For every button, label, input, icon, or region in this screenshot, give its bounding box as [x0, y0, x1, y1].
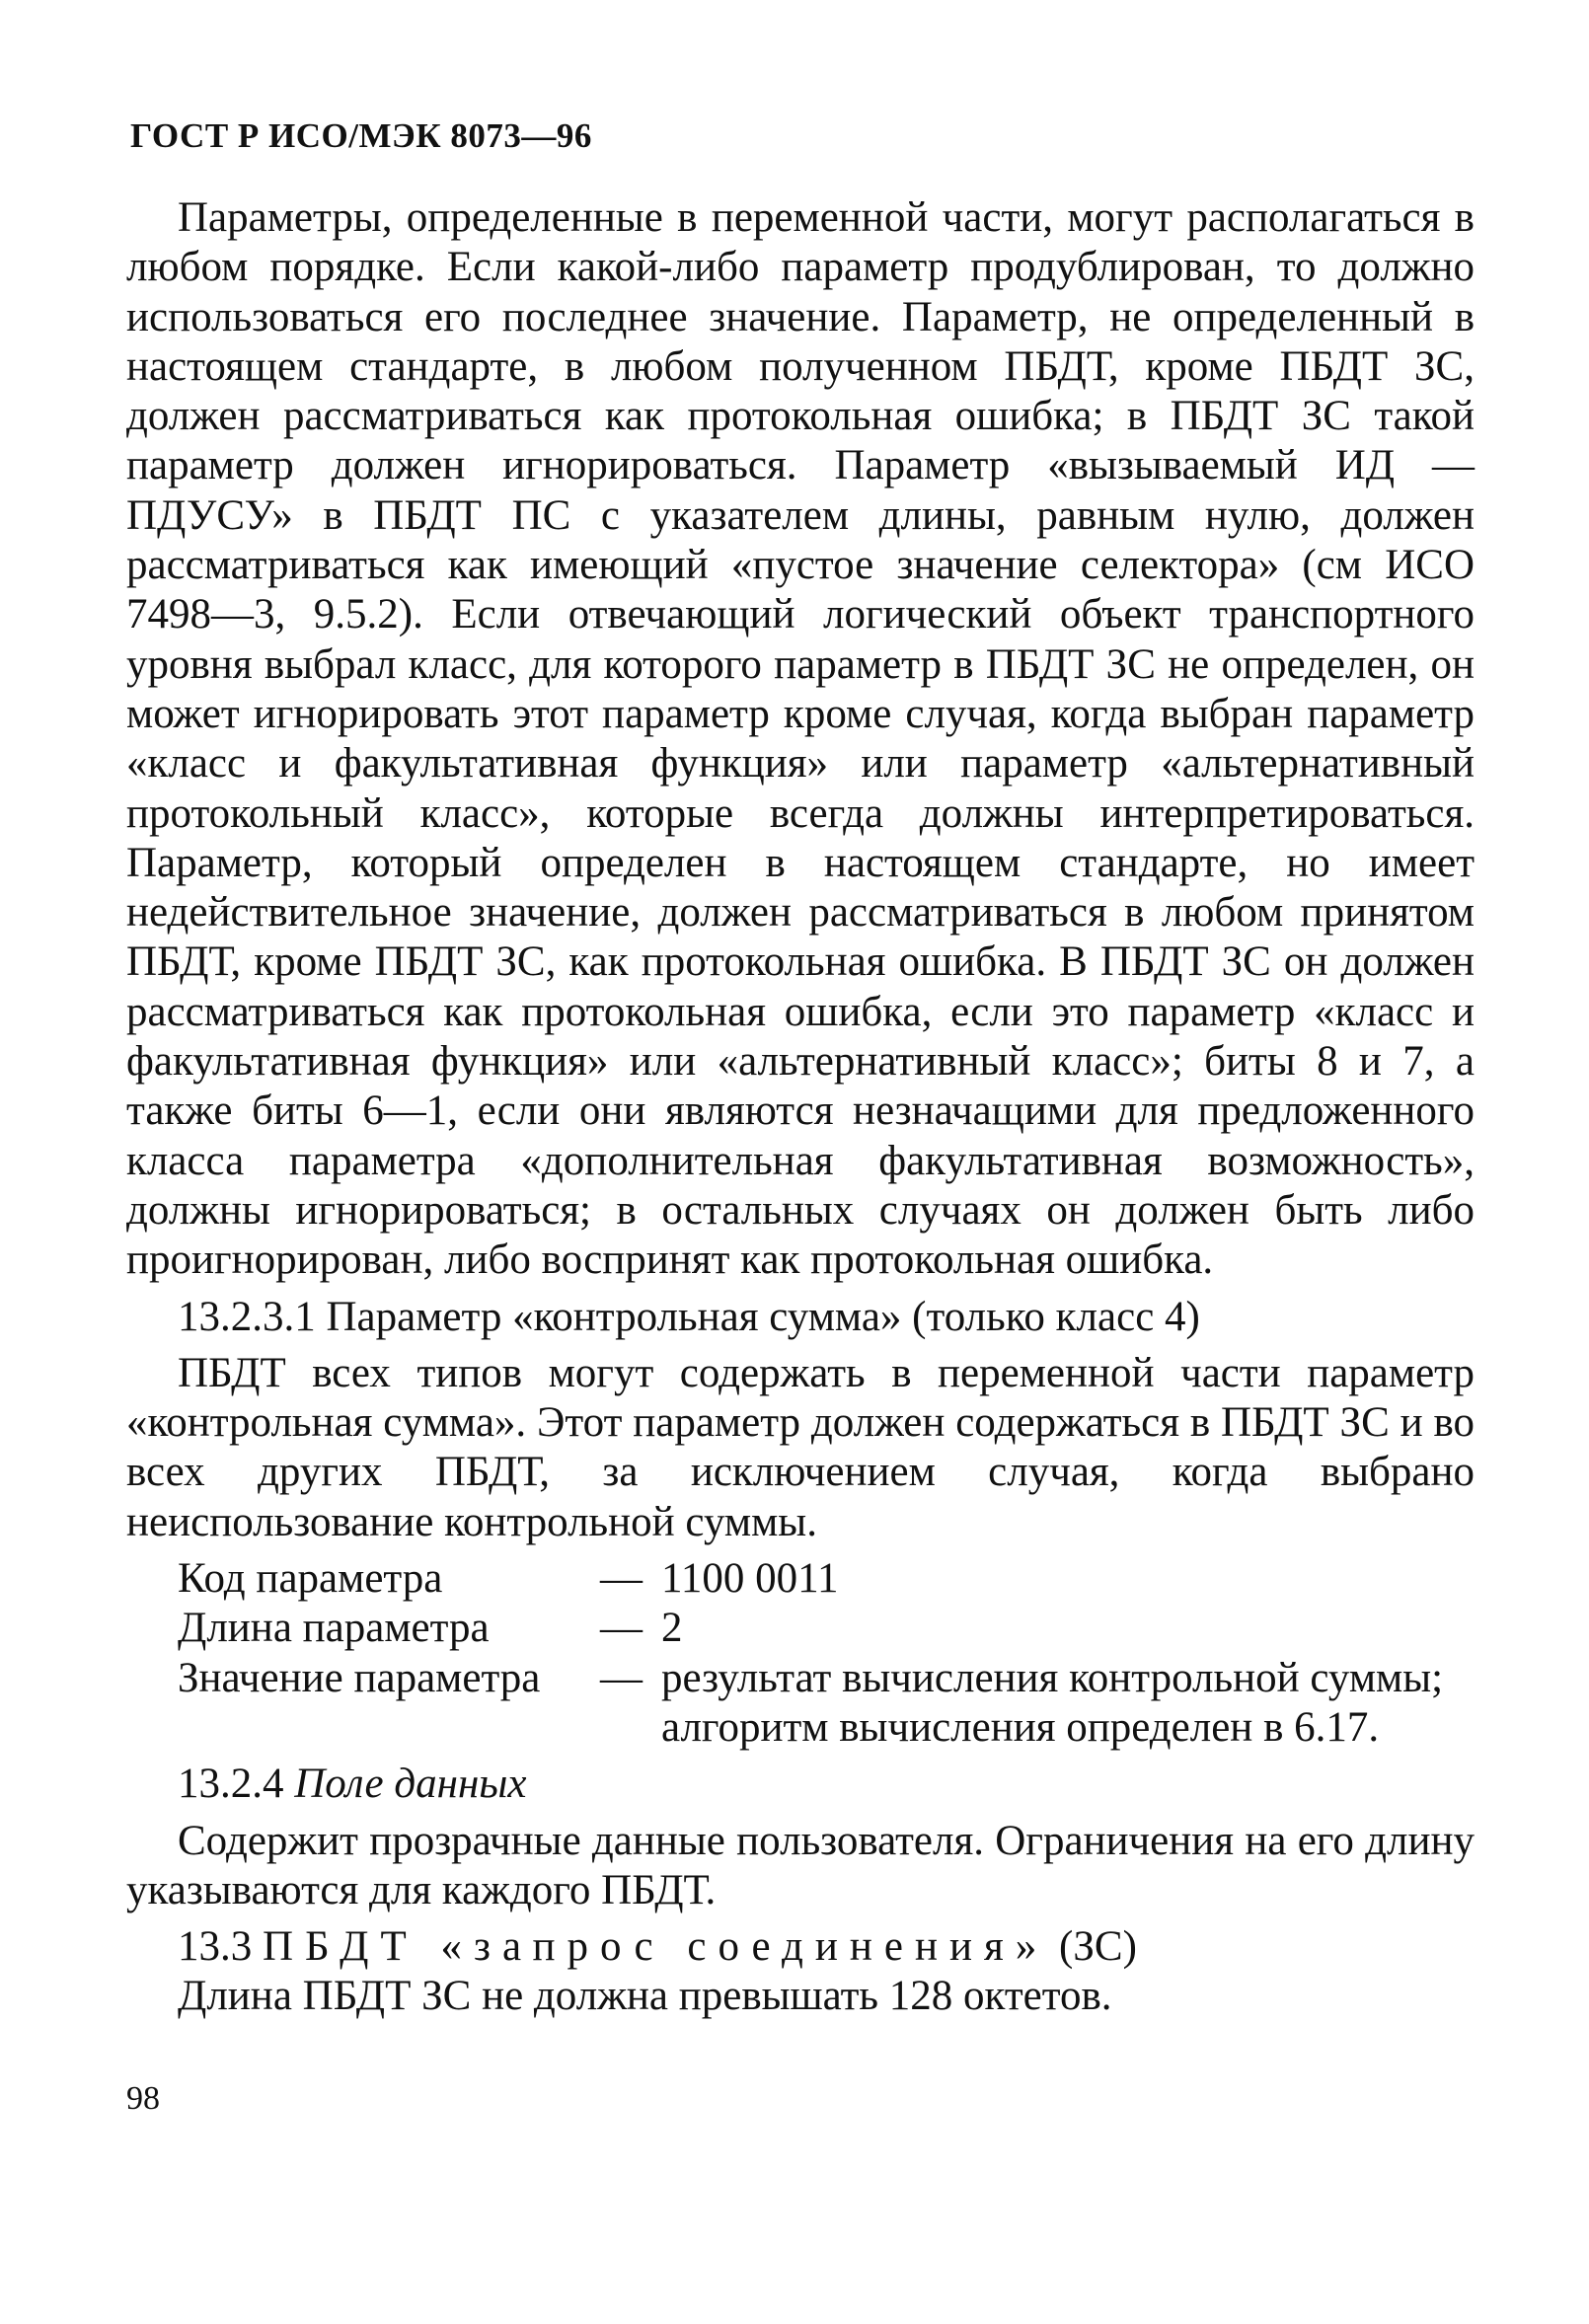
param-value: 2 [661, 1605, 683, 1652]
param-continuation: алгоритм вычисления определен в 6.17. [661, 1703, 1380, 1751]
paragraph-main: Параметры, определенные в переменной части, могут располагаться в любом порядке. Если какой-либо параметр продублирован, то должно использоваться его последнее значение. Параметр, не определенный в настоящем стандарте, в любом полученном ПБДТ, кроме ПБДТ ЗС, должен рассматриваться как протокольная ошибка; в ПБДТ ЗС такой параметр должен игнорироваться. Параметр «вызываемый ИД — ПДУСУ» в ПБДТ ПС с указателем длины, равным нулю, должен рассматриваться как имеющий «пустое значение селектора» (см ИСО 7498—3, 9.5.2). Если отвечающий логический объект транспортного уровня выбрал класс, для которого параметр в ПБДТ ЗС не определен, он может игнорировать этот параметр кроме случая, когда выбран параметр «класс и факультативная функция» или параметр «альтернативный протокольный класс», которые всегда должны интерпретироваться. Параметр, который определен в настоящем стандарте, но имеет недействительное значение, должен рассматриваться в любом принятом ПБДТ, кроме ПБДТ ЗС, как протокольная ошибка. В ПБДТ ЗС он должен рассматриваться как протокольная ошибка, если это параметр «класс и факультативная функция» или «альтернативный класс»; биты 8 и 7, а также биты 6—1, если они являются незначащими для предложенного класса параметра «дополнительная факультативная возможность», должны игнорироваться; в остальных случаях он должен быть либо проигнорирован, либо воспринят как протокольная ошибка. [126, 194, 1475, 1284]
param-label: Длина параметра [178, 1605, 490, 1652]
section-number: 13.3 [178, 1923, 253, 1971]
param-dash: — [600, 1605, 643, 1652]
section-13-2-3-1-heading: 13.2.3.1 Параметр «контрольная сумма» (только класс 4) [178, 1293, 1200, 1340]
paragraph-checksum: ПБДТ всех типов могут содержать в переменной части параметр «контрольная сумма». Этот параметр должен содержаться в ПБДТ ЗС и во всех других ПБДТ, за исключением случая, когда выбрано неиспользование контрольной суммы. [126, 1349, 1475, 1545]
section-title-spaced: ПБДТ «запрос соединения» [263, 1923, 1049, 1971]
parameter-table [126, 1554, 1475, 1753]
param-label: Значение параметра [178, 1654, 541, 1701]
param-row-continuation [126, 1703, 1475, 1753]
param-row-value [126, 1654, 1475, 1703]
param-dash: — [600, 1654, 643, 1701]
paragraph-length: Длина ПБДТ ЗС не должна превышать 128 октетов. [178, 1973, 1112, 2020]
param-row-length [126, 1604, 1475, 1653]
standard-header: ГОСТ Р ИСО/МЭК 8073—96 [130, 116, 592, 155]
page-number: 98 [126, 2080, 160, 2117]
section-13-3-heading [126, 1922, 1475, 1972]
param-label: Код параметра [178, 1555, 443, 1603]
paragraph-data-field: Содержит прозрачные данные пользователя. Ограничения на его длину указываются для каждого ПБДТ. [126, 1817, 1475, 1913]
section-title: Поле данных [294, 1761, 527, 1808]
param-dash: — [600, 1555, 643, 1603]
body-text [126, 193, 1475, 2022]
param-value: результат вычисления контрольной суммы; [661, 1654, 1444, 1701]
section-number: 13.2.4 [178, 1761, 284, 1808]
param-row-code [126, 1554, 1475, 1604]
section-13-2-4-heading [126, 1760, 1475, 1809]
param-value: 1100 0011 [661, 1555, 839, 1603]
section-title-suffix: (ЗС) [1059, 1923, 1137, 1971]
